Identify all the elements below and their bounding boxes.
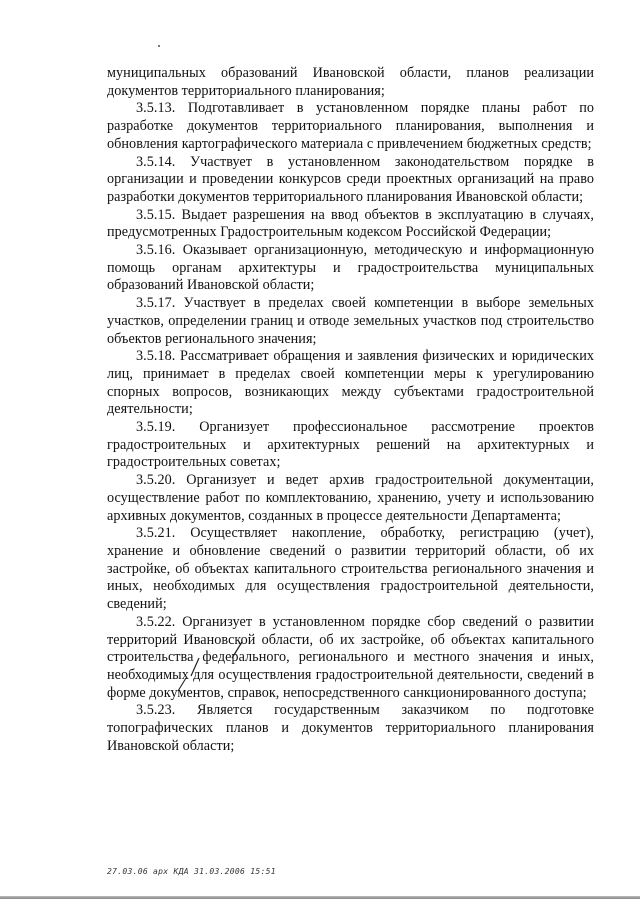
footer-stamp: 27.03.06 арх КДА 31.03.2006 15:51 xyxy=(107,867,276,876)
pen-mark-slash-2 xyxy=(188,656,202,678)
document-body xyxy=(107,65,594,755)
paragraph-3-5-13: 3.5.13. Подготавливает в установленном порядке планы работ по разработке документов территориального планирования, выполнения и обновления картографического материала с привлечением бюджетных средств; xyxy=(107,100,594,152)
paragraph-3-5-15: 3.5.15. Выдает разрешения на ввод объектов в эксплуатацию в случаях, предусмотренных Градостроительным кодексом Российской Федерации; xyxy=(107,206,594,241)
paragraph-3-5-21: 3.5.21. Осуществляет накопление, обработку, регистрацию (учет), хранение и обновление сведений о развитии территорий области, об их застройке, об объектах капитального строительства регионального значения и иных, необходимых для осуществления градостроительной деятельности, сведений; xyxy=(107,525,594,613)
paragraph-3-5-17: 3.5.17. Участвует в пределах своей компетенции в выборе земельных участков, определении границ и отводе земельных участков под строительство объектов регионального значения; xyxy=(107,295,594,347)
paragraph-3-5-19: 3.5.19. Организует профессиональное рассмотрение проектов градостроительных и архитектурных решений на архитектурных и градостроительных советах; xyxy=(107,419,594,471)
paragraph-3-5-22: 3.5.22. Организует в установленном порядке сбор сведений о развитии территорий Ивановской области, об их застройке, об объектах капитального строительства федерального, регионального и местного значения и иных, необходимых для осуществления градостроительной деятельности, сведений в форме документов, справок, непосредственного санкционированного доступа; xyxy=(107,613,594,701)
scan-bottom-edge xyxy=(0,896,640,899)
paragraph-3-5-23: 3.5.23. Является государственным заказчиком по подготовке топографических планов и документов территориального планирования Ивановской области; xyxy=(107,702,594,754)
pen-mark-slash-1 xyxy=(230,640,244,660)
paragraph-continuation: муниципальных образований Ивановской области, планов реализации документов территориального планирования; xyxy=(107,65,594,99)
pen-mark-slash-3 xyxy=(176,675,188,693)
scan-speck xyxy=(158,45,160,47)
paragraph-3-5-18: 3.5.18. Рассматривает обращения и заявления физических и юридических лиц, принимает в пределах своей компетенции меры к урегулированию спорных вопросов, возникающих между субъектами градостроительной деятельности; xyxy=(107,348,594,418)
paragraph-3-5-14: 3.5.14. Участвует в установленном законодательством порядке в организации и проведении конкурсов среди проектных организаций на право разработки документов территориального планирования Ивановской области; xyxy=(107,153,594,205)
paragraph-3-5-16: 3.5.16. Оказывает организационную, методическую и информационную помощь органам архитектуры и градостроительства муниципальных образований Ивановской области; xyxy=(107,242,594,294)
paragraph-3-5-20: 3.5.20. Организует и ведет архив градостроительной документации, осуществление работ по комплектованию, хранению, учету и использованию архивных документов, созданных в процессе деятельности Департамента; xyxy=(107,472,594,524)
